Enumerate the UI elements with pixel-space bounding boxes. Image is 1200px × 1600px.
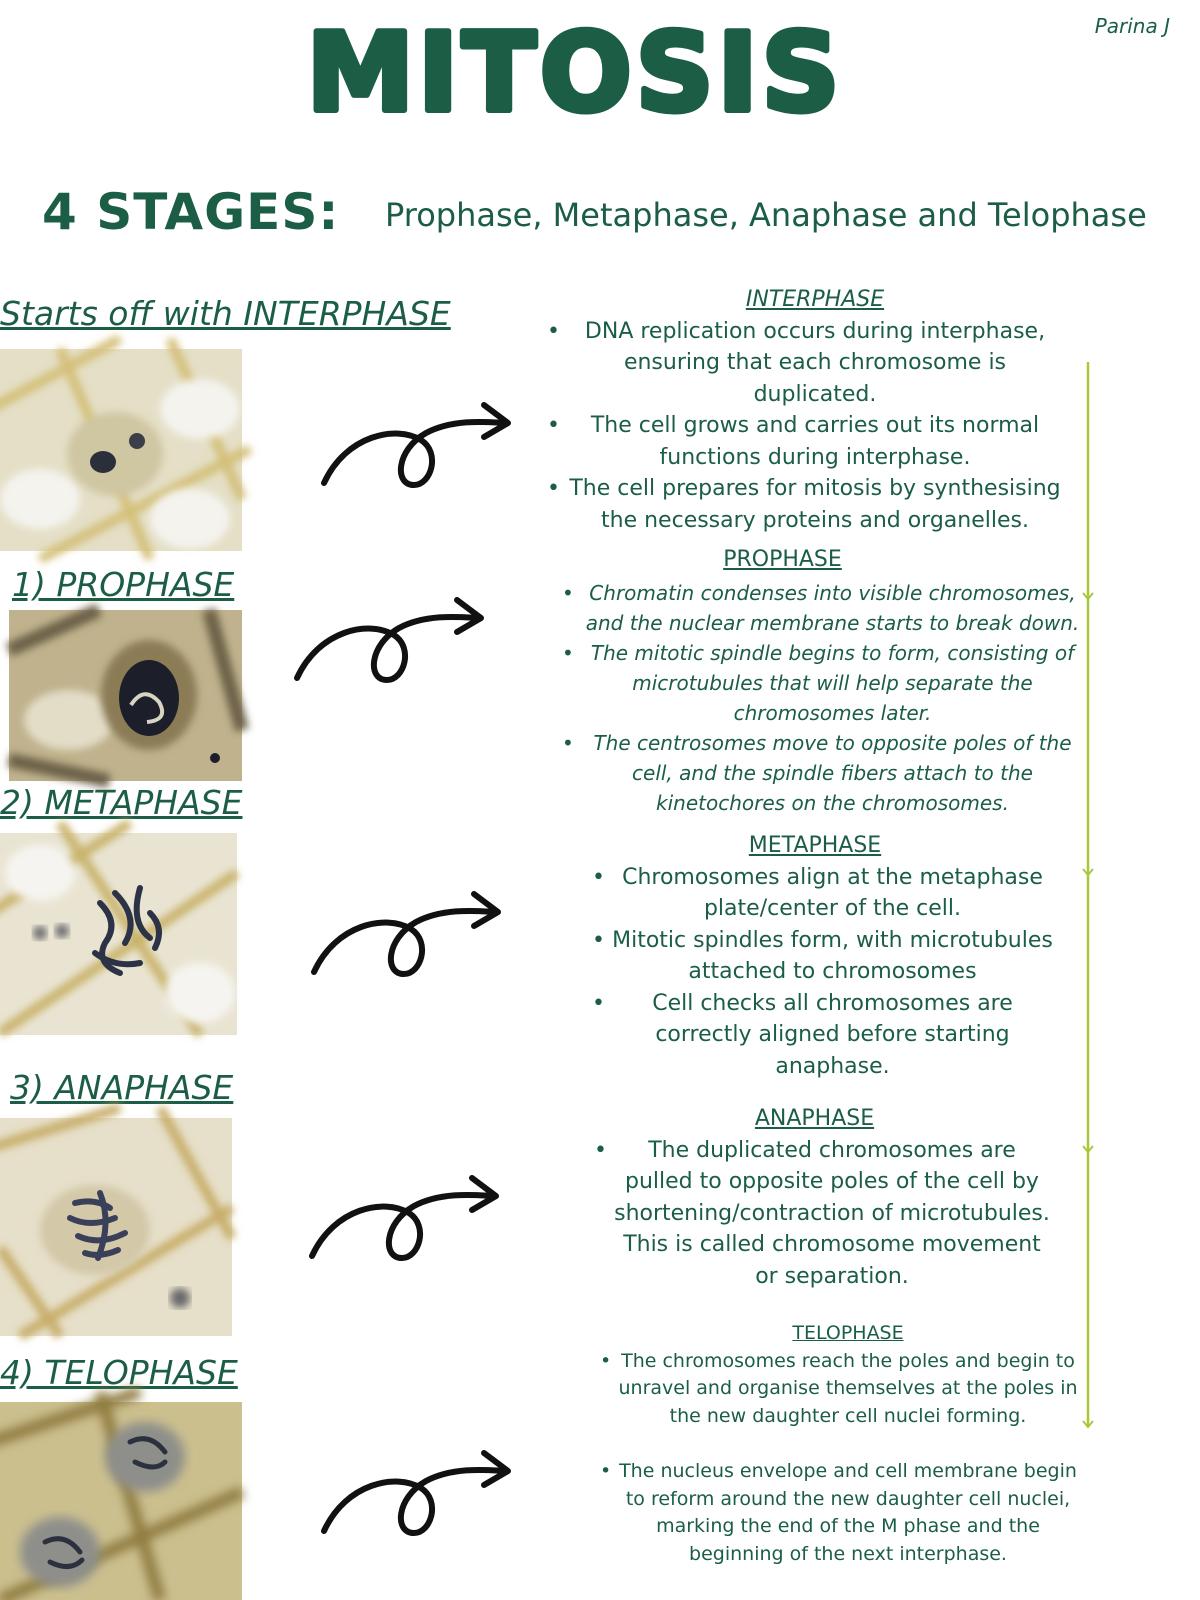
heading-telophase: 4) TELOPHASE	[0, 1353, 238, 1392]
list-item: • The nucleus envelope and cell membrane begin to reform around the new daughter cell nuclei, marking the end of the M phase and the beginning of the next interphase.	[618, 1458, 1078, 1568]
section-title: TELOPHASE	[792, 1322, 904, 1344]
section-interphase	[565, 284, 1065, 536]
section-title: PROPHASE	[723, 547, 842, 572]
list-item: • The duplicated chromosomes are pulled to opposite poles of the cell by shortening/contraction of microtubules. This is called chromosome movement or separation.	[612, 1135, 1052, 1293]
list-item: • The cell prepares for mitosis by synthesising the necessary proteins and organelles.	[565, 473, 1065, 536]
heading-metaphase: 2) METAPHASE	[0, 783, 243, 822]
section-title: METAPHASE	[748, 833, 882, 858]
list-item: • The chromosomes reach the poles and begin to unravel and organise themselves at the poles in the new daughter cell nuclei forming.	[618, 1348, 1078, 1431]
section-title: INTERPHASE	[745, 287, 885, 312]
anaphase-micrograph	[0, 1118, 232, 1336]
section-prophase	[580, 545, 1085, 818]
author-name: Parina J	[1094, 14, 1170, 38]
heading-interphase: Starts off with INTERPHASE	[0, 294, 451, 333]
list-item: • Chromosomes align at the metaphase plate/center of the cell.	[610, 862, 1055, 925]
curly-arrow-icon	[316, 1443, 516, 1553]
interphase-micrograph	[0, 349, 242, 551]
curly-arrow-icon	[304, 1168, 504, 1278]
list-item: • Chromatin condenses into visible chromosomes, and the nuclear membrane starts to break down.	[580, 578, 1085, 638]
metaphase-micrograph	[0, 833, 237, 1035]
curly-arrow-icon	[306, 884, 506, 994]
timeline-line	[1078, 362, 1098, 1432]
list-item: • Mitotic spindles form, with microtubules attached to chromosomes	[610, 925, 1055, 988]
curly-arrow-icon	[289, 590, 489, 700]
prophase-micrograph	[9, 610, 242, 781]
stages-list: Prophase, Metaphase, Anaphase and Telophase	[385, 196, 1147, 234]
section-title: ANAPHASE	[754, 1106, 875, 1131]
section-telophase	[618, 1320, 1078, 1568]
list-item: • The mitotic spindle begins to form, consisting of microtubules that will help separate the chromosomes later.	[580, 638, 1085, 728]
list-item: • The cell grows and carries out its normal functions during interphase.	[565, 410, 1065, 473]
telophase-micrograph	[0, 1402, 242, 1600]
list-item: • DNA replication occurs during interphase, ensuring that each chromosome is duplicated.	[565, 316, 1065, 411]
list-item: • Cell checks all chromosomes are correctly aligned before starting anaphase.	[610, 988, 1055, 1083]
section-metaphase	[610, 830, 1055, 1082]
list-item: • The centrosomes move to opposite poles of the cell, and the spindle fibers attach to the kinetochores on the chromosomes.	[580, 728, 1085, 818]
heading-prophase: 1) PROPHASE	[12, 565, 235, 604]
svg-text:MITOSIS: MITOSIS	[306, 11, 844, 136]
heading-anaphase: 3) ANAPHASE	[10, 1068, 234, 1107]
curly-arrow-icon	[316, 395, 516, 505]
section-anaphase	[612, 1103, 1052, 1292]
page-title	[306, 11, 844, 136]
stages-label: 4 STAGES:	[42, 183, 340, 241]
